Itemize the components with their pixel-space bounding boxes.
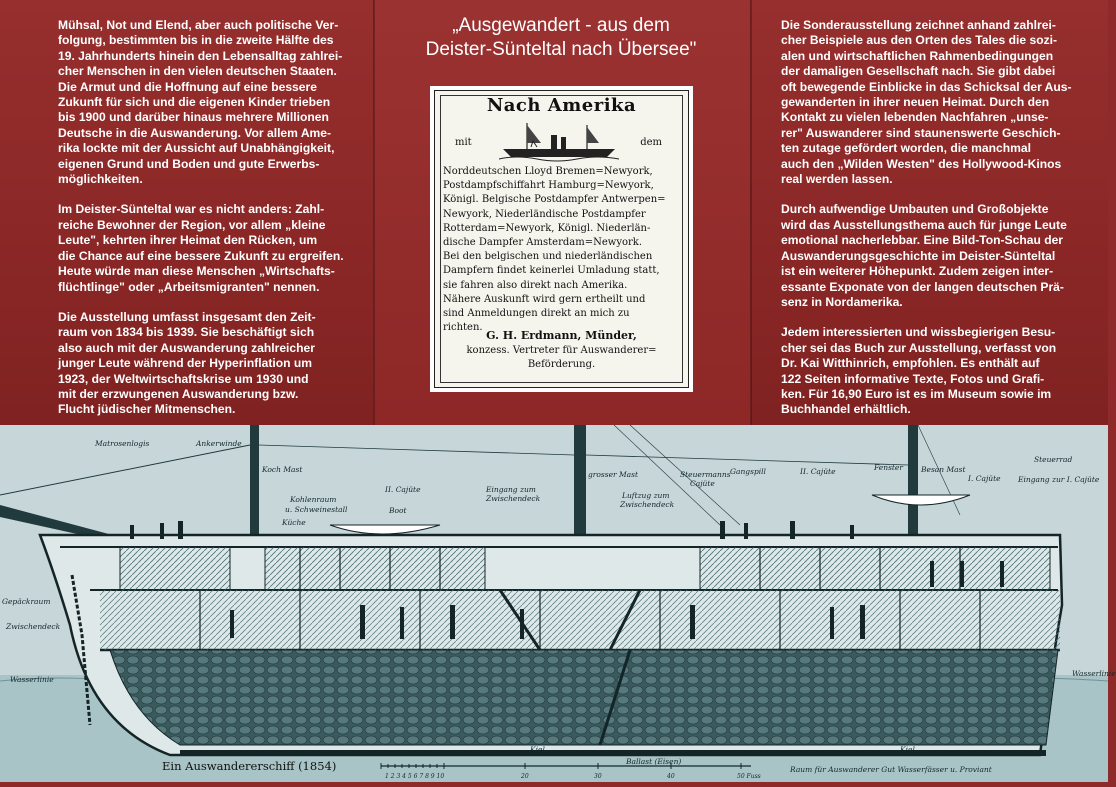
advert-signature: G. H. Erdmann, Münder, xyxy=(486,329,637,342)
text-line: die Chance auf eine bessere Zukunft zu ergreifen. xyxy=(58,248,344,263)
text-line: Buchhandel erhältlich. xyxy=(781,402,911,417)
paragraph xyxy=(781,18,1081,187)
label-cajuete-2-right: II. Cajüte xyxy=(800,467,836,476)
advert-line: Dampfern findet keinerlei Umladung statt, xyxy=(443,265,660,277)
label-matrosenlogis: Matrosenlogis xyxy=(95,439,150,448)
label-wasserlinie-right: Wasserlinie xyxy=(1072,669,1116,678)
label-luftzug-2: Zwischendeck xyxy=(620,500,675,509)
text-line: cher Menschen in den vielen deutschen Staaten. xyxy=(58,64,337,79)
text-line: möglichkeiten. xyxy=(58,172,143,187)
text-line: oft bewegende Einblicke in das Schicksal der Aus- xyxy=(781,79,1072,94)
advert-signature-line3: Beförderung. xyxy=(527,359,596,371)
ship-cross-section-drawing xyxy=(0,425,1108,782)
advert-mit: mit xyxy=(455,137,472,148)
text-line: Im Deister-Süntеltal war es nicht anders: Zahl- xyxy=(58,202,325,217)
exhibition-headline xyxy=(392,14,730,62)
text-line: Auswanderungsgeschichte im Deister-Süntеltal xyxy=(781,248,1056,263)
fold-line-left xyxy=(373,0,375,425)
text-line: wird das Ausstellungsthema auch für junge Leute xyxy=(781,217,1067,232)
label-kiel-2: Kiel xyxy=(900,745,915,754)
label-kohlenraum: Kohlenraum xyxy=(290,495,337,504)
label-besan-mast: Besan Mast xyxy=(921,465,966,474)
advert-line: Postdampfschiffahrt Hamburg=Newyork, xyxy=(443,180,654,192)
right-column-text xyxy=(781,18,1081,433)
label-raum-auswanderer: Raum für Auswanderer Gut Wasserfässer u. Proviant xyxy=(790,765,992,774)
label-wasserlinie-left: Wasserlinie xyxy=(10,675,54,684)
text-line: der damaligen Gesellschaft nach. Sie gibt dabei xyxy=(781,64,1056,79)
text-line: Deutsche in die Auswanderung. Vor allem Ame- xyxy=(58,125,332,140)
text-line: Kontakt zu vielen lebenden Nachfahren „unse- xyxy=(781,110,1049,125)
text-line: 19. Jahrhunderts hinein den Lebensalltag zahlrei- xyxy=(58,48,343,63)
text-line: bis 1900 und darüber hinaus mehrere Millionen xyxy=(58,110,329,125)
label-steuermanns: Steuermanns xyxy=(680,470,731,479)
ship-caption: Ein Auswandererschiff (1854) xyxy=(162,759,337,773)
headline-line-1: „Ausgewandert - aus dem xyxy=(452,15,670,36)
label-grosser-mast: grosser Mast xyxy=(588,470,639,479)
advert-line: Königl. Belgische Postdampfer Antwerpen= xyxy=(443,194,666,206)
text-line: mit der erzwungenen Auswanderung bzw. xyxy=(58,386,299,401)
label-gepaeckraum: Gepäckraum xyxy=(2,597,51,606)
emigrant-ship-illustration xyxy=(0,425,1116,782)
text-line: also auch mit der Auswanderung zahlreicher xyxy=(58,340,315,355)
text-line: auch den „Wilden Westen" des Hollywood-Kinos xyxy=(781,156,1062,171)
label-ballast: Ballast (Eisen) xyxy=(626,757,682,766)
label-kiel: Kiel xyxy=(530,745,545,754)
scale-small-ticks: 1 2 3 4 5 6 7 8 9 10 xyxy=(385,773,445,780)
historic-advertisement xyxy=(434,90,689,388)
label-kueche: Küche xyxy=(282,518,306,527)
text-line: Die Ausstellung umfasst insgesamt den Zeit- xyxy=(58,309,316,324)
label-cajuete-2-left: II. Cajüte xyxy=(385,485,421,494)
advert-line: Newyork, Niederländische Postdampfer xyxy=(443,208,646,220)
advert-line: sind Anmeldungen direkt an mich zu xyxy=(443,308,630,320)
label-steuerrad: Steuerrad xyxy=(1034,455,1073,464)
advert-body xyxy=(443,165,680,335)
label-gangspill: Gangspill xyxy=(730,467,766,476)
label-eingang-cajuete: Eingang zur I. Cajüte xyxy=(1018,475,1100,484)
steamship-icon xyxy=(497,121,621,161)
scale-50: 50 Fuss xyxy=(737,773,761,780)
text-line: ken. Für 16,90 Euro ist es im Museum sowie im xyxy=(781,386,1052,401)
text-line: essante Exponate von der langen deutschen Prä- xyxy=(781,279,1064,294)
text-line: 1923, der Weltwirtschaftskrise um 1930 und xyxy=(58,371,309,386)
label-eingang-zwischendeck: Eingang zum xyxy=(486,485,536,494)
text-line: eigenen Grund und Boden und gute Erwerbs- xyxy=(58,156,320,171)
text-line: Flucht jüdischer Mitmenschen. xyxy=(58,402,236,417)
advert-signature-line2: konzess. Vertreter für Auswanderer= xyxy=(466,345,657,357)
text-line: Jedem interessierten und wissbegierigen Besu- xyxy=(781,325,1056,340)
text-line: ist ein weiterer Höhepunkt. Zudem zeigen inter- xyxy=(781,264,1054,279)
label-kochmast: Koch Mast xyxy=(262,465,303,474)
label-zwischendeck-word: Zwischendeck xyxy=(486,494,541,503)
advert-line: dische Dampfer Amsterdam=Newyork. xyxy=(443,237,643,249)
paragraph xyxy=(781,325,1081,417)
text-line: rer" Auswanderer sind staunenswerte Geschich- xyxy=(781,125,1061,140)
scale-30: 30 xyxy=(594,773,602,780)
text-line: reiche Bewohner der Region, vor allem „kleine xyxy=(58,217,326,232)
label-luftzug: Luftzug zum xyxy=(622,491,670,500)
text-line: folgung, bestimmten bis in die zweite Hälfte des xyxy=(58,33,334,48)
paragraph xyxy=(58,18,354,187)
left-column-text xyxy=(58,18,354,433)
text-line: gewanderten in ihrer neuen Heimat. Durch den xyxy=(781,95,1050,110)
text-line: Zukunft für sich und die eigenen Kinder trieben xyxy=(58,95,331,110)
text-line: Die Sonderausstellung zeichnet anhand zahlrei- xyxy=(781,18,1056,32)
text-line: Mühsal, Not und Elend, aber auch politische Ver- xyxy=(58,18,339,32)
scale-20: 20 xyxy=(521,773,529,780)
advert-line: Rotterdam=Newyork, Königl. Niederlän- xyxy=(443,222,651,234)
advert-line: Norddeutschen Lloyd Bremen=Newyork, xyxy=(443,166,653,177)
label-cajuete-1: I. Cajüte xyxy=(968,474,1001,483)
text-line: 122 Seiten informative Texte, Fotos und Grafi- xyxy=(781,371,1045,386)
text-line: Durch aufwendige Umbauten und Großobjekte xyxy=(781,202,1049,217)
text-line: alen und wirtschaftlichen Rahmenbedingungen xyxy=(781,48,1054,63)
text-line: Heute würde man diese Menschen „Wirtschafts- xyxy=(58,264,335,279)
text-line: cher sei das Buch zur Ausstellung, verfasst von xyxy=(781,340,1057,355)
headline-line-2: Deister-Süntеltal nach Übersee" xyxy=(425,39,697,60)
scale-40: 40 xyxy=(667,773,675,780)
label-zwischendeck: Zwischendeck xyxy=(6,622,61,631)
label-schweinestall: u. Schweinestall xyxy=(285,505,348,514)
paragraph xyxy=(781,202,1081,310)
text-line: emotional nacherlebbar. Eine Bild-Ton-Schau der xyxy=(781,233,1064,248)
text-line: Leute", kehrten ihrer Heimat den Rücken, um xyxy=(58,233,318,248)
advert-title: Nach Amerika xyxy=(486,95,637,116)
label-fenster: Fenster xyxy=(874,463,903,472)
advert-line: Bei den belgischen und niederländischen xyxy=(443,251,653,263)
text-line: rika lockte mit der Aussicht auf Unabhängigkeit, xyxy=(58,141,335,156)
text-line: flüchtlinge" oder „Arbeitsmigranten" nennen. xyxy=(58,279,320,294)
label-boot: Boot xyxy=(389,506,407,515)
text-line: raum von 1834 bis 1939. Sie beschäftigt sich xyxy=(58,325,315,340)
text-line: ten zutage gefördert worden, die manchmal xyxy=(781,141,1031,156)
text-line: real werden lassen. xyxy=(781,172,893,187)
text-line: senz in Nordamerika. xyxy=(781,294,903,309)
text-line: cher Beispiele aus den Orten des Tales die sozi- xyxy=(781,33,1058,48)
text-line: Dr. Kai Witthinrich, empfohlen. Es enthält auf xyxy=(781,356,1040,371)
label-ankerwinde: Ankerwinde xyxy=(196,439,242,448)
paragraph xyxy=(58,310,354,418)
advert-line: richten. xyxy=(443,322,483,334)
text-line: junger Leute während der Hyperinflation um xyxy=(58,356,312,371)
fold-line-right xyxy=(750,0,752,425)
advert-line: sie fahren also direkt nach Amerika. xyxy=(443,279,628,291)
advert-signature-block xyxy=(443,329,680,373)
label-cajuete-word: Cajüte xyxy=(690,479,715,488)
paragraph xyxy=(58,202,354,294)
advert-dem: dem xyxy=(640,137,662,148)
text-line: Die Armut und die Hoffnung auf eine bessere xyxy=(58,79,317,94)
advert-line: Nähere Auskunft wird gern ertheilt und xyxy=(443,293,646,305)
